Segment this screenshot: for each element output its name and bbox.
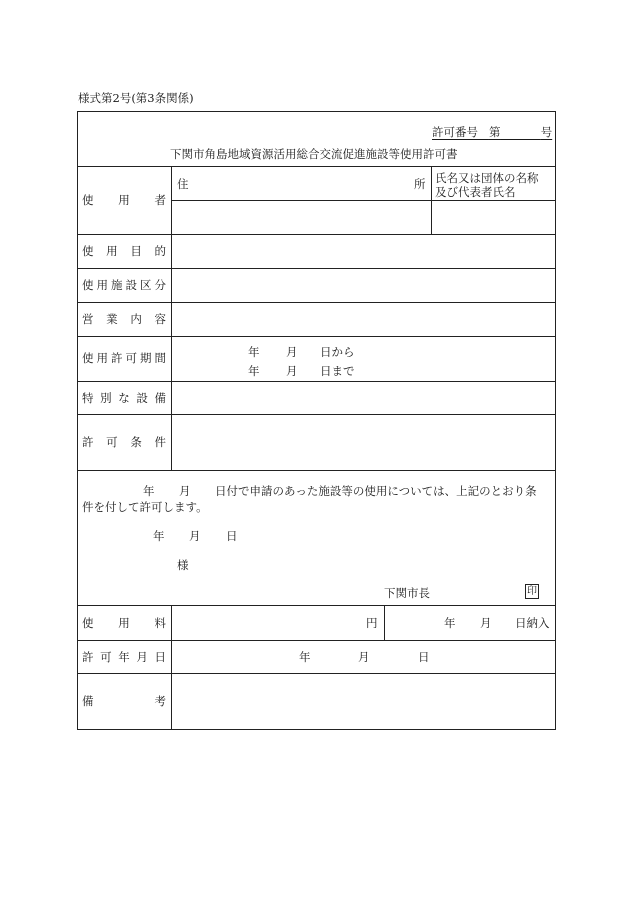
label-purpose: 使 用 目 的 [82, 244, 166, 258]
permit-number [432, 124, 552, 140]
rule-period-bottom [77, 381, 556, 382]
fee-pay-month: 月 [480, 616, 492, 630]
permit-date-month: 月 [358, 650, 370, 664]
period-start-day: 日から [320, 345, 355, 359]
label-equipment: 特 別 な 設 備 [82, 391, 166, 405]
statement-line2: 件を付して許可します。 [82, 500, 208, 514]
rule-permit-date-bottom [77, 673, 556, 674]
period-start-month: 月 [286, 345, 298, 359]
label-conditions: 許 可 条 件 [82, 435, 166, 449]
rule-label-column-upper [171, 166, 172, 470]
permit-number-dai: 第 [488, 125, 501, 139]
name-label-line2: 及び代表者氏名 [435, 185, 516, 199]
addressee-suffix: 様 [177, 558, 189, 572]
label-permit-date: 許 可 年 月 日 [82, 650, 166, 664]
rule-user-bottom [77, 234, 556, 235]
issue-date-day: 日 [226, 529, 238, 543]
statement-line1: 日付で申請のあった施設等の使用については、上記のとおり条 [215, 484, 537, 498]
label-facility: 使 用 施 設 区 分 [82, 278, 166, 292]
rule-label-column-lower [171, 605, 172, 730]
address-label-left: 住 [177, 177, 189, 191]
fee-pay-year: 年 [444, 616, 456, 630]
rule-equipment-bottom [77, 414, 556, 415]
rule-user-name-column [431, 166, 432, 234]
issue-date-month: 月 [189, 529, 201, 543]
fee-yen: 円 [366, 616, 378, 630]
issue-date-year: 年 [153, 529, 165, 543]
statement-year: 年 [143, 484, 155, 498]
address-label-right: 所 [414, 177, 426, 191]
rule-fee-split [384, 605, 385, 640]
issuer-name: 下関市長 [384, 586, 430, 600]
statement-month: 月 [179, 484, 191, 498]
permit-date-day: 日 [418, 650, 430, 664]
rule-header-bottom [77, 166, 556, 167]
label-period: 使 用 許 可 期 間 [82, 351, 166, 365]
label-fee: 使 用 料 [82, 616, 166, 630]
permit-date-year: 年 [299, 650, 311, 664]
permit-number-label: 許可番号 [432, 125, 478, 139]
rule-user-middle [171, 200, 556, 201]
rule-fee-bottom [77, 640, 556, 641]
rule-purpose-bottom [77, 268, 556, 269]
period-end-day: 日まで [320, 364, 355, 378]
period-end-year: 年 [248, 364, 260, 378]
period-start-year: 年 [248, 345, 260, 359]
seal-stamp [525, 583, 539, 599]
rule-statement-bottom [77, 605, 556, 606]
rule-business-bottom [77, 336, 556, 337]
period-end-month: 月 [286, 364, 298, 378]
label-remarks: 備 考 [82, 694, 166, 708]
rule-conditions-bottom [77, 470, 556, 471]
rule-facility-bottom [77, 302, 556, 303]
seal-stamp-mark: 印 [527, 586, 537, 597]
permit-number-go: 号 [540, 125, 553, 139]
label-business: 営 業 内 容 [82, 312, 166, 326]
document-title: 下関市角島地域資源活用総合交流促進施設等使用許可書 [170, 147, 458, 161]
label-user: 使 用 者 [82, 193, 166, 207]
fee-pay-day: 日納入 [515, 616, 550, 630]
form-number-label: 様式第2号(第3条関係) [78, 91, 194, 105]
name-label-line1: 氏名又は団体の名称 [435, 171, 539, 185]
